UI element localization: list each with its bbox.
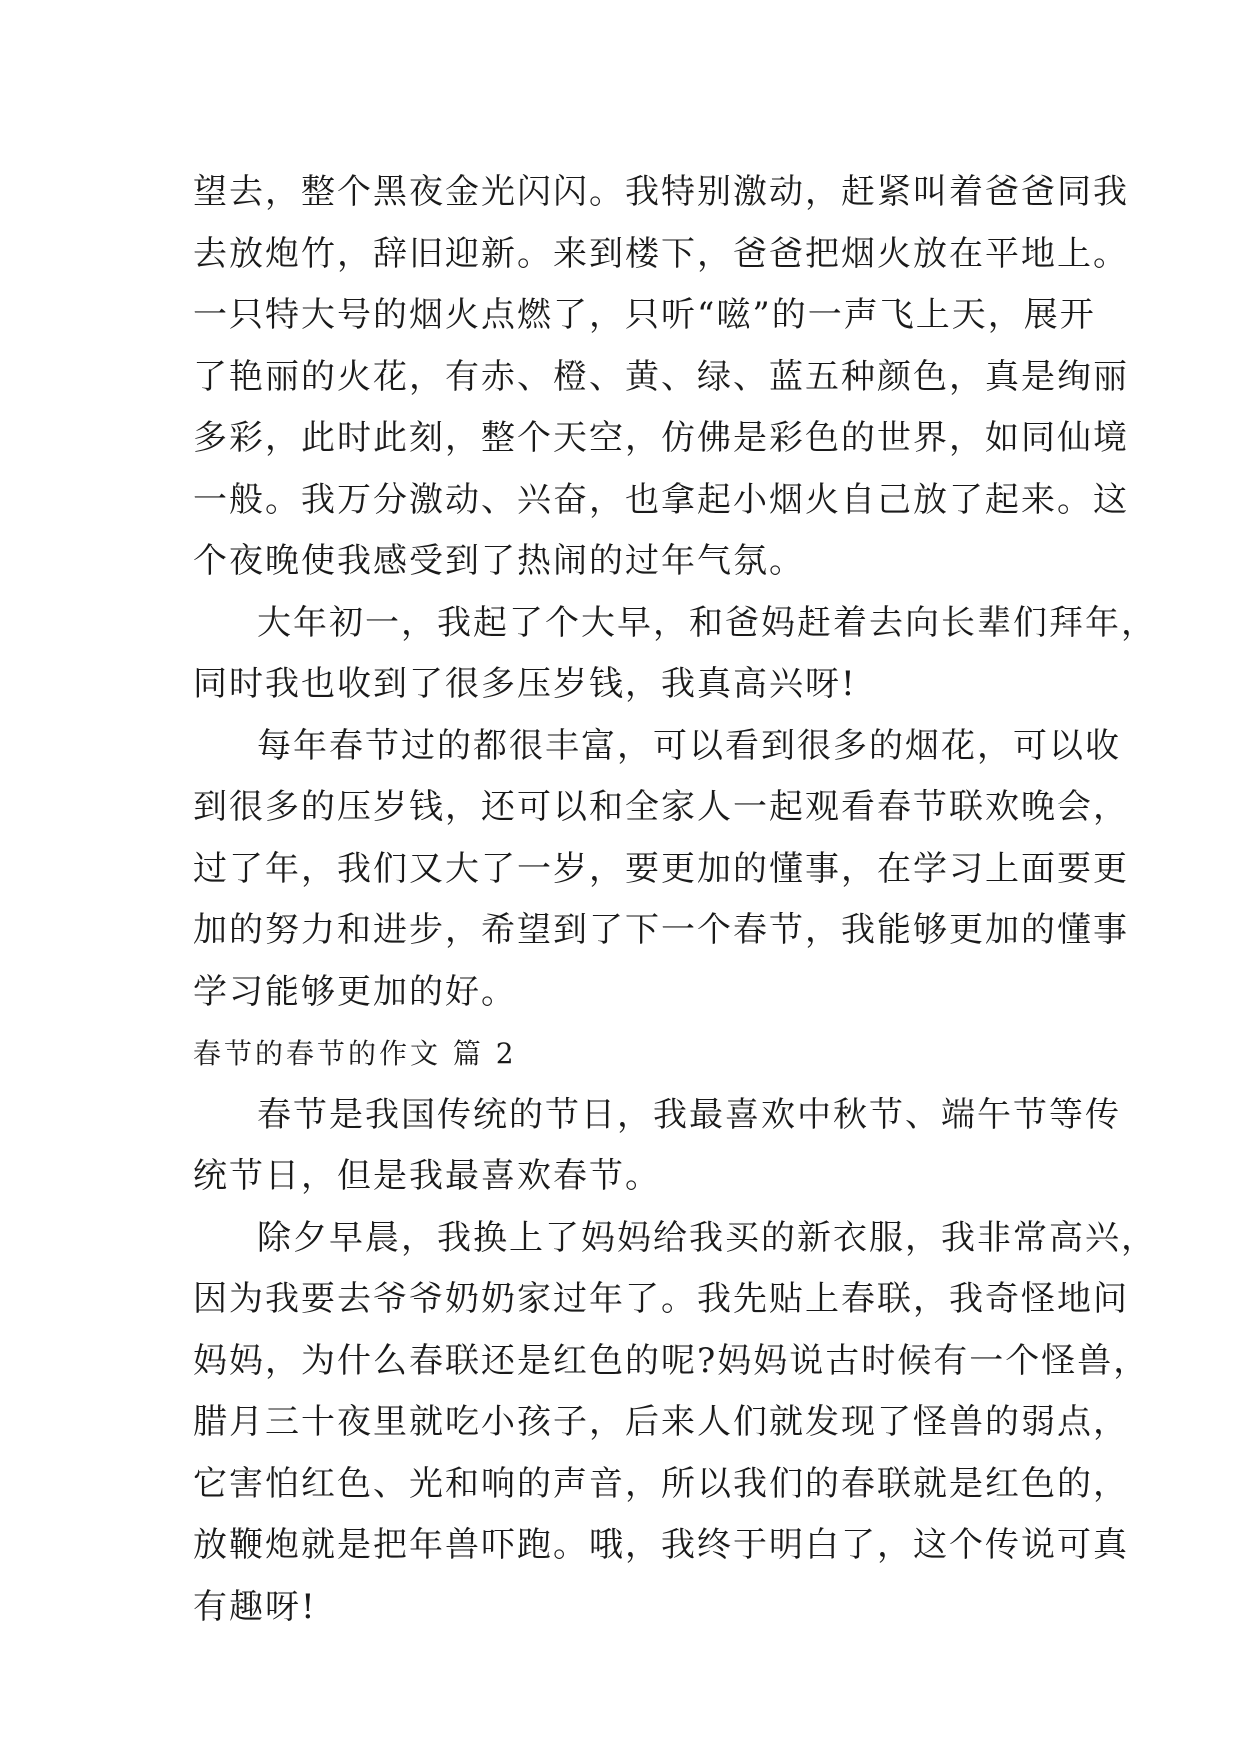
text-line: 因为我要去爷爷奶奶家过年了。我先贴上春联，我奇怪地问 xyxy=(193,1279,1129,1319)
text-line: 一只特大号的烟火点燃了，只听“嗞”的一声飞上天，展开 xyxy=(193,295,1096,335)
text-line: 有趣呀! xyxy=(193,1586,317,1627)
section-heading: 春节的春节的作文 篇 2 xyxy=(193,1037,517,1070)
paragraph-first-line: 大年初一，我起了个大早，和爸妈赶着去向长辈们拜年， xyxy=(257,602,1157,643)
text-line: 妈妈，为什么春联还是红色的呢?妈妈说古时候有一个怪兽， xyxy=(193,1340,1150,1381)
text-line: 个夜晚使我感受到了热闹的过年气氛。 xyxy=(193,541,805,581)
text-line: 放鞭炮就是把年兽吓跑。哦，我终于明白了，这个传说可真 xyxy=(193,1525,1129,1565)
text-line: 统节日，但是我最喜欢春节。 xyxy=(193,1156,661,1196)
paragraph-first-line: 除夕早晨，我换上了妈妈给我买的新衣服，我非常高兴， xyxy=(257,1217,1157,1258)
text-line: 腊月三十夜里就吃小孩子，后来人们就发现了怪兽的弱点， xyxy=(193,1402,1129,1442)
text-line: 学习能够更加的好。 xyxy=(193,971,517,1012)
paragraph-first-line: 春节是我国传统的节日，我最喜欢中秋节、端午节等传 xyxy=(257,1094,1121,1135)
text-line: 了艳丽的火花，有赤、橙、黄、绿、蓝五种颜色，真是绚丽 xyxy=(193,356,1129,397)
text-line: 一般。我万分激动、兴奋，也拿起小烟火自己放了起来。这 xyxy=(193,479,1129,520)
text-line: 它害怕红色、光和响的声音，所以我们的春联就是红色的， xyxy=(193,1463,1129,1504)
text-line: 过了年，我们又大了一岁，要更加的懂事，在学习上面要更 xyxy=(193,848,1129,889)
text-line: 去放炮竹，辞旧迎新。来到楼下，爸爸把烟火放在平地上。 xyxy=(193,233,1129,274)
text-line: 同时我也收到了很多压岁钱，我真高兴呀! xyxy=(193,664,857,704)
text-line: 到很多的压岁钱，还可以和全家人一起观看春节联欢晚会， xyxy=(193,787,1129,827)
text-line: 望去，整个黑夜金光闪闪。我特别激动，赶紧叫着爸爸同我 xyxy=(193,172,1129,212)
text-line: 多彩，此时此刻，整个天空，仿佛是彩色的世界，如同仙境 xyxy=(193,418,1129,458)
paragraph-first-line: 每年春节过的都很丰富，可以看到很多的烟花，可以收 xyxy=(257,725,1121,766)
document-page xyxy=(193,162,1157,1638)
text-line: 加的努力和进步，希望到了下一个春节，我能够更加的懂事 xyxy=(193,910,1129,950)
